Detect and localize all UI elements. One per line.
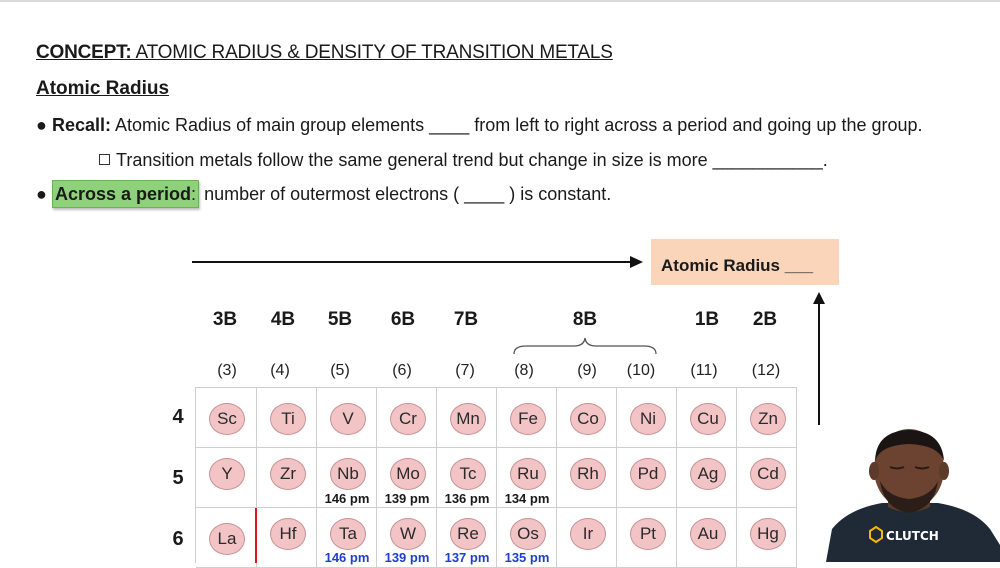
element-cell [257, 388, 317, 448]
element-cell [377, 508, 437, 568]
element-symbol: Re [450, 518, 486, 550]
group-label-7b: 7B [453, 309, 479, 330]
element-symbol: Pt [630, 518, 666, 550]
element-symbol: Y [209, 458, 245, 490]
group-label-4b: 4B [270, 309, 296, 330]
element-cell [196, 448, 257, 508]
element-symbol: Fe [510, 403, 546, 435]
element-cell [196, 508, 257, 568]
radius-value: 135 pm [504, 550, 550, 565]
element-symbol: La [209, 523, 245, 555]
right-arrow-icon [192, 254, 644, 270]
element-cell [317, 448, 377, 508]
element-cell [497, 388, 557, 448]
column-number: (12) [751, 362, 781, 379]
radius-value: 146 pm [324, 550, 370, 565]
element-cell [257, 448, 317, 508]
top-divider [0, 0, 1000, 2]
element-symbol: Ni [630, 403, 666, 435]
element-symbol: Ti [270, 403, 306, 435]
element-cell [497, 448, 557, 508]
section-title: Atomic Radius [36, 78, 170, 99]
element-symbol: Mo [390, 458, 426, 490]
element-cell [617, 388, 677, 448]
element-symbol: Ru [510, 458, 546, 490]
column-number: (10) [626, 362, 656, 379]
element-symbol: Cr [390, 403, 426, 435]
element-symbol: Co [570, 403, 606, 435]
element-symbol: Sc [209, 403, 245, 435]
group-label-2b: 2B [752, 309, 778, 330]
element-cell [617, 448, 677, 508]
element-cell [677, 448, 737, 508]
group-label-8b: 8B [572, 309, 598, 330]
lanthanide-divider [255, 508, 257, 563]
element-symbol: Hg [750, 518, 786, 550]
element-cell [497, 508, 557, 568]
period-bullet [36, 184, 611, 205]
element-cell [557, 448, 617, 508]
element-cell [557, 508, 617, 568]
concept-title: CONCEPT: ATOMIC RADIUS & DENSITY OF TRANSITION METALS [36, 42, 613, 63]
element-cell [437, 388, 497, 448]
radius-value: 136 pm [444, 491, 490, 506]
element-cell [317, 388, 377, 448]
highlight-across-period: Across a period: [52, 180, 199, 208]
element-symbol: V [330, 403, 366, 435]
element-cell [196, 388, 257, 448]
column-number: (7) [455, 362, 475, 379]
element-symbol: Os [510, 518, 546, 550]
column-number: (4) [270, 362, 290, 379]
element-symbol: W [390, 518, 426, 550]
element-cell [617, 508, 677, 568]
element-symbol: Tc [450, 458, 486, 490]
bullet-icon: ● [36, 184, 47, 204]
sub-bullet [99, 150, 828, 171]
radius-value: 137 pm [444, 550, 490, 565]
column-number: (11) [690, 362, 718, 379]
element-symbol: Zr [270, 458, 306, 490]
column-number: (8) [514, 362, 534, 379]
element-cell [257, 508, 317, 568]
element-cell [677, 508, 737, 568]
element-cell [437, 448, 497, 508]
element-symbol: Cu [690, 403, 726, 435]
period-label: 6 [172, 528, 184, 550]
element-symbol: Zn [750, 403, 786, 435]
presenter-video [818, 425, 1000, 562]
group-8b-brace [512, 336, 658, 358]
element-symbol: Nb [330, 458, 366, 490]
radius-value: 134 pm [504, 491, 550, 506]
element-cell [377, 388, 437, 448]
group-label-3b: 3B [212, 309, 238, 330]
period-label: 4 [172, 406, 184, 428]
element-cell [317, 508, 377, 568]
group-label-6b: 6B [390, 309, 416, 330]
element-cell [377, 448, 437, 508]
period-text: number of outermost electrons ( ____ ) is constant. [199, 184, 612, 204]
period-label: 5 [172, 467, 184, 489]
element-symbol: Ag [690, 458, 726, 490]
element-cell [737, 508, 797, 568]
radius-value: 146 pm [324, 491, 370, 506]
element-symbol: Ir [570, 518, 606, 550]
transition-metal-table [195, 387, 797, 563]
checkbox-icon [99, 154, 110, 165]
element-cell [737, 448, 797, 508]
element-symbol: Mn [450, 403, 486, 435]
element-cell [557, 388, 617, 448]
recall-label: Recall: [52, 115, 112, 135]
element-cell [437, 508, 497, 568]
element-symbol: Rh [570, 458, 606, 490]
clutch-logo-text: CLUTCH [886, 529, 939, 543]
element-symbol: Ta [330, 518, 366, 550]
element-cell [737, 388, 797, 448]
column-number: (9) [577, 362, 597, 379]
element-symbol: Au [690, 518, 726, 550]
group-label-5b: 5B [327, 309, 353, 330]
recall-text: Atomic Radius of main group elements ____ from left to right across a period and going up the group. [111, 115, 923, 135]
group-label-1b: 1B [694, 309, 720, 330]
column-number: (3) [217, 362, 237, 379]
recall-bullet [36, 115, 923, 136]
atomic-radius-box: Atomic Radius ___ [651, 239, 839, 285]
element-symbol: Cd [750, 458, 786, 490]
element-symbol: Hf [270, 518, 306, 550]
element-symbol: Pd [630, 458, 666, 490]
radius-value: 139 pm [384, 491, 430, 506]
bullet-icon: ● [36, 115, 47, 135]
element-cell [677, 388, 737, 448]
column-number: (6) [392, 362, 412, 379]
sub-text: Transition metals follow the same general trend but change in size is more ___________. [116, 150, 828, 170]
column-number: (5) [330, 362, 350, 379]
radius-value: 139 pm [384, 550, 430, 565]
